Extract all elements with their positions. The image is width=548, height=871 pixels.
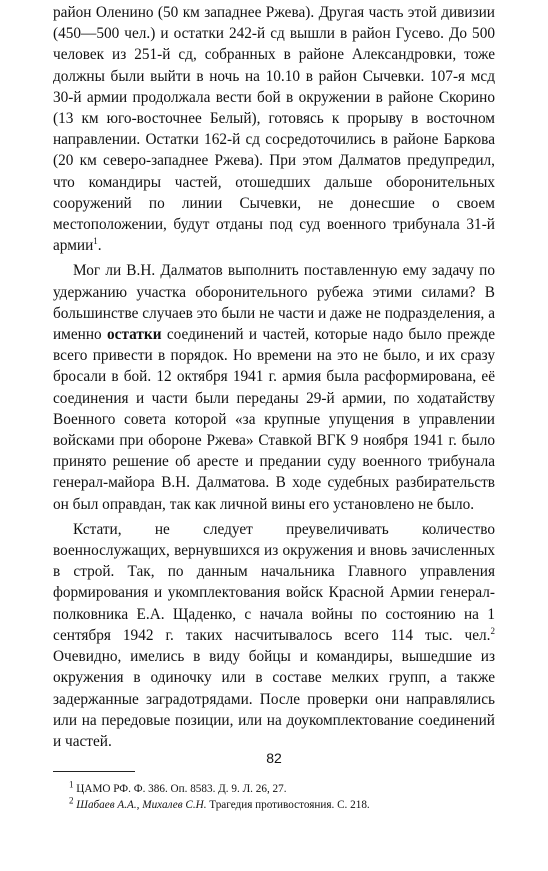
footnote-divider	[53, 771, 135, 772]
paragraph-3-rest: Очевидно, имелись в виду бойцы и командиры, вышедшие из окружения в одиночку или в составе мелких групп, а также задержанные заградотрядами. После проверки они направлялись или на передовые позиции, или на доукомплектование соединений и частей.	[53, 648, 495, 750]
paragraph-3-text: Кстати, не следует преувеличивать количество военнослужащих, вернувшихся из окружения и вновь зачисленных в строй. Так, по данным начальника Главного управления формирования и укомплектования войск Красной Армии генерал-полковника Е.А. Щаденко, с начала войны по состоянию на 1 сентября 1942 г. таких насчитывалось всего 114 тыс. чел.	[53, 520, 495, 644]
footnote-1	[53, 781, 495, 797]
paragraph-1-text: район Оленино (50 км западнее Ржева). Другая часть этой дивизии (450—500 чел.) и остатки 242-й сд вышли в район Гусево. До 500 человек из 251-й сд, собранных в районе Александровки, тоже должны были выйти в ночь на 10.10 в район Сычевки. 107-я мсд 30-й армии продолжала вести бой в окружении в районе Скорино (13 км юго-восточнее Белый), готовясь к прорыву в восточном направлении. Остатки 162-й сд сосредоточились в районе Баркова (20 км северо-западнее Ржева). При этом Далматов предупредил, что командиры частей, отошедших дальше оборонительных сооружений по линии Сычевки, не донесшие о своем местоположении, будут отданы под суд военного трибунала 31-й армии	[53, 4, 495, 255]
footnote-ref-2: 2	[490, 625, 495, 636]
page-number: 82	[266, 750, 282, 766]
book-page	[53, 2, 495, 813]
paragraph-1: район Оленино (50 км западнее Ржева). Другая часть этой дивизии (450—500 чел.) и остатки 242-й сд вышли в район Гусево. До 500 человек из 251-й сд, собранных в районе Александровки, тоже должны были выйти в ночь на 10.10 в район Сычевки. 107-я мсд 30-й армии продолжала вести бой в окружении в районе Скорино (13 км юго-восточнее Белый), готовясь к прорыву в восточном направлении. Остатки 162-й сд сосредоточились в районе Баркова (20 км северо-западнее Ржева). При этом Далматов предупредил, что командиры частей, отошедших дальше оборонительных сооружений по линии Сычевки, не донесшие о своем местоположении, будут отданы под суд военного трибунала 31-й армии$^1$.	[53, 4, 495, 255]
footnote-2-authors: Шабаев А.А., Михалев С.Н.	[76, 799, 207, 812]
paragraph-2-text: Мог ли В.Н. Далматов выполнить поставленную ему задачу по удержанию участка оборонительного рубежа этими силами? В большинстве случаев это были не части и даже не подразделения, а именно	[53, 262, 495, 344]
emphasis-word: остатки	[107, 326, 162, 344]
footnote-ref-1: 1	[93, 236, 98, 247]
footnote-mark-2: 2	[69, 795, 74, 806]
paragraph-2-rest: соединений и частей, которые надо было прежде всего привести в порядок. Но времени на это не было, и их сразу бросали в бой. 12 октября 1941 г. армия была расформирована, её соединения и части были переданы 29-й армии, по ходатайству Военного совета которой «за крупные упущения в управлении войсками при обороне Ржева» Ставкой ВГК 9 ноября 1941 г. было принято решение об аресте и предании суду военного трибунала генерал-майора В.Н. Далматова. В ходе судебных разбирательств он был оправдан, так как личной вины его установлено не было.	[53, 326, 495, 513]
paragraph-3	[53, 519, 495, 752]
footnote-2-text: Трагедия противостояния. С. 218.	[209, 799, 370, 812]
footnote-2	[53, 797, 495, 813]
footnote-1-text: ЦАМО РФ. Ф. 386. Оп. 8583. Д. 9. Л. 26, 27.	[76, 783, 287, 796]
footnote-mark-1: 1	[69, 779, 74, 790]
paragraph-2	[53, 260, 495, 514]
